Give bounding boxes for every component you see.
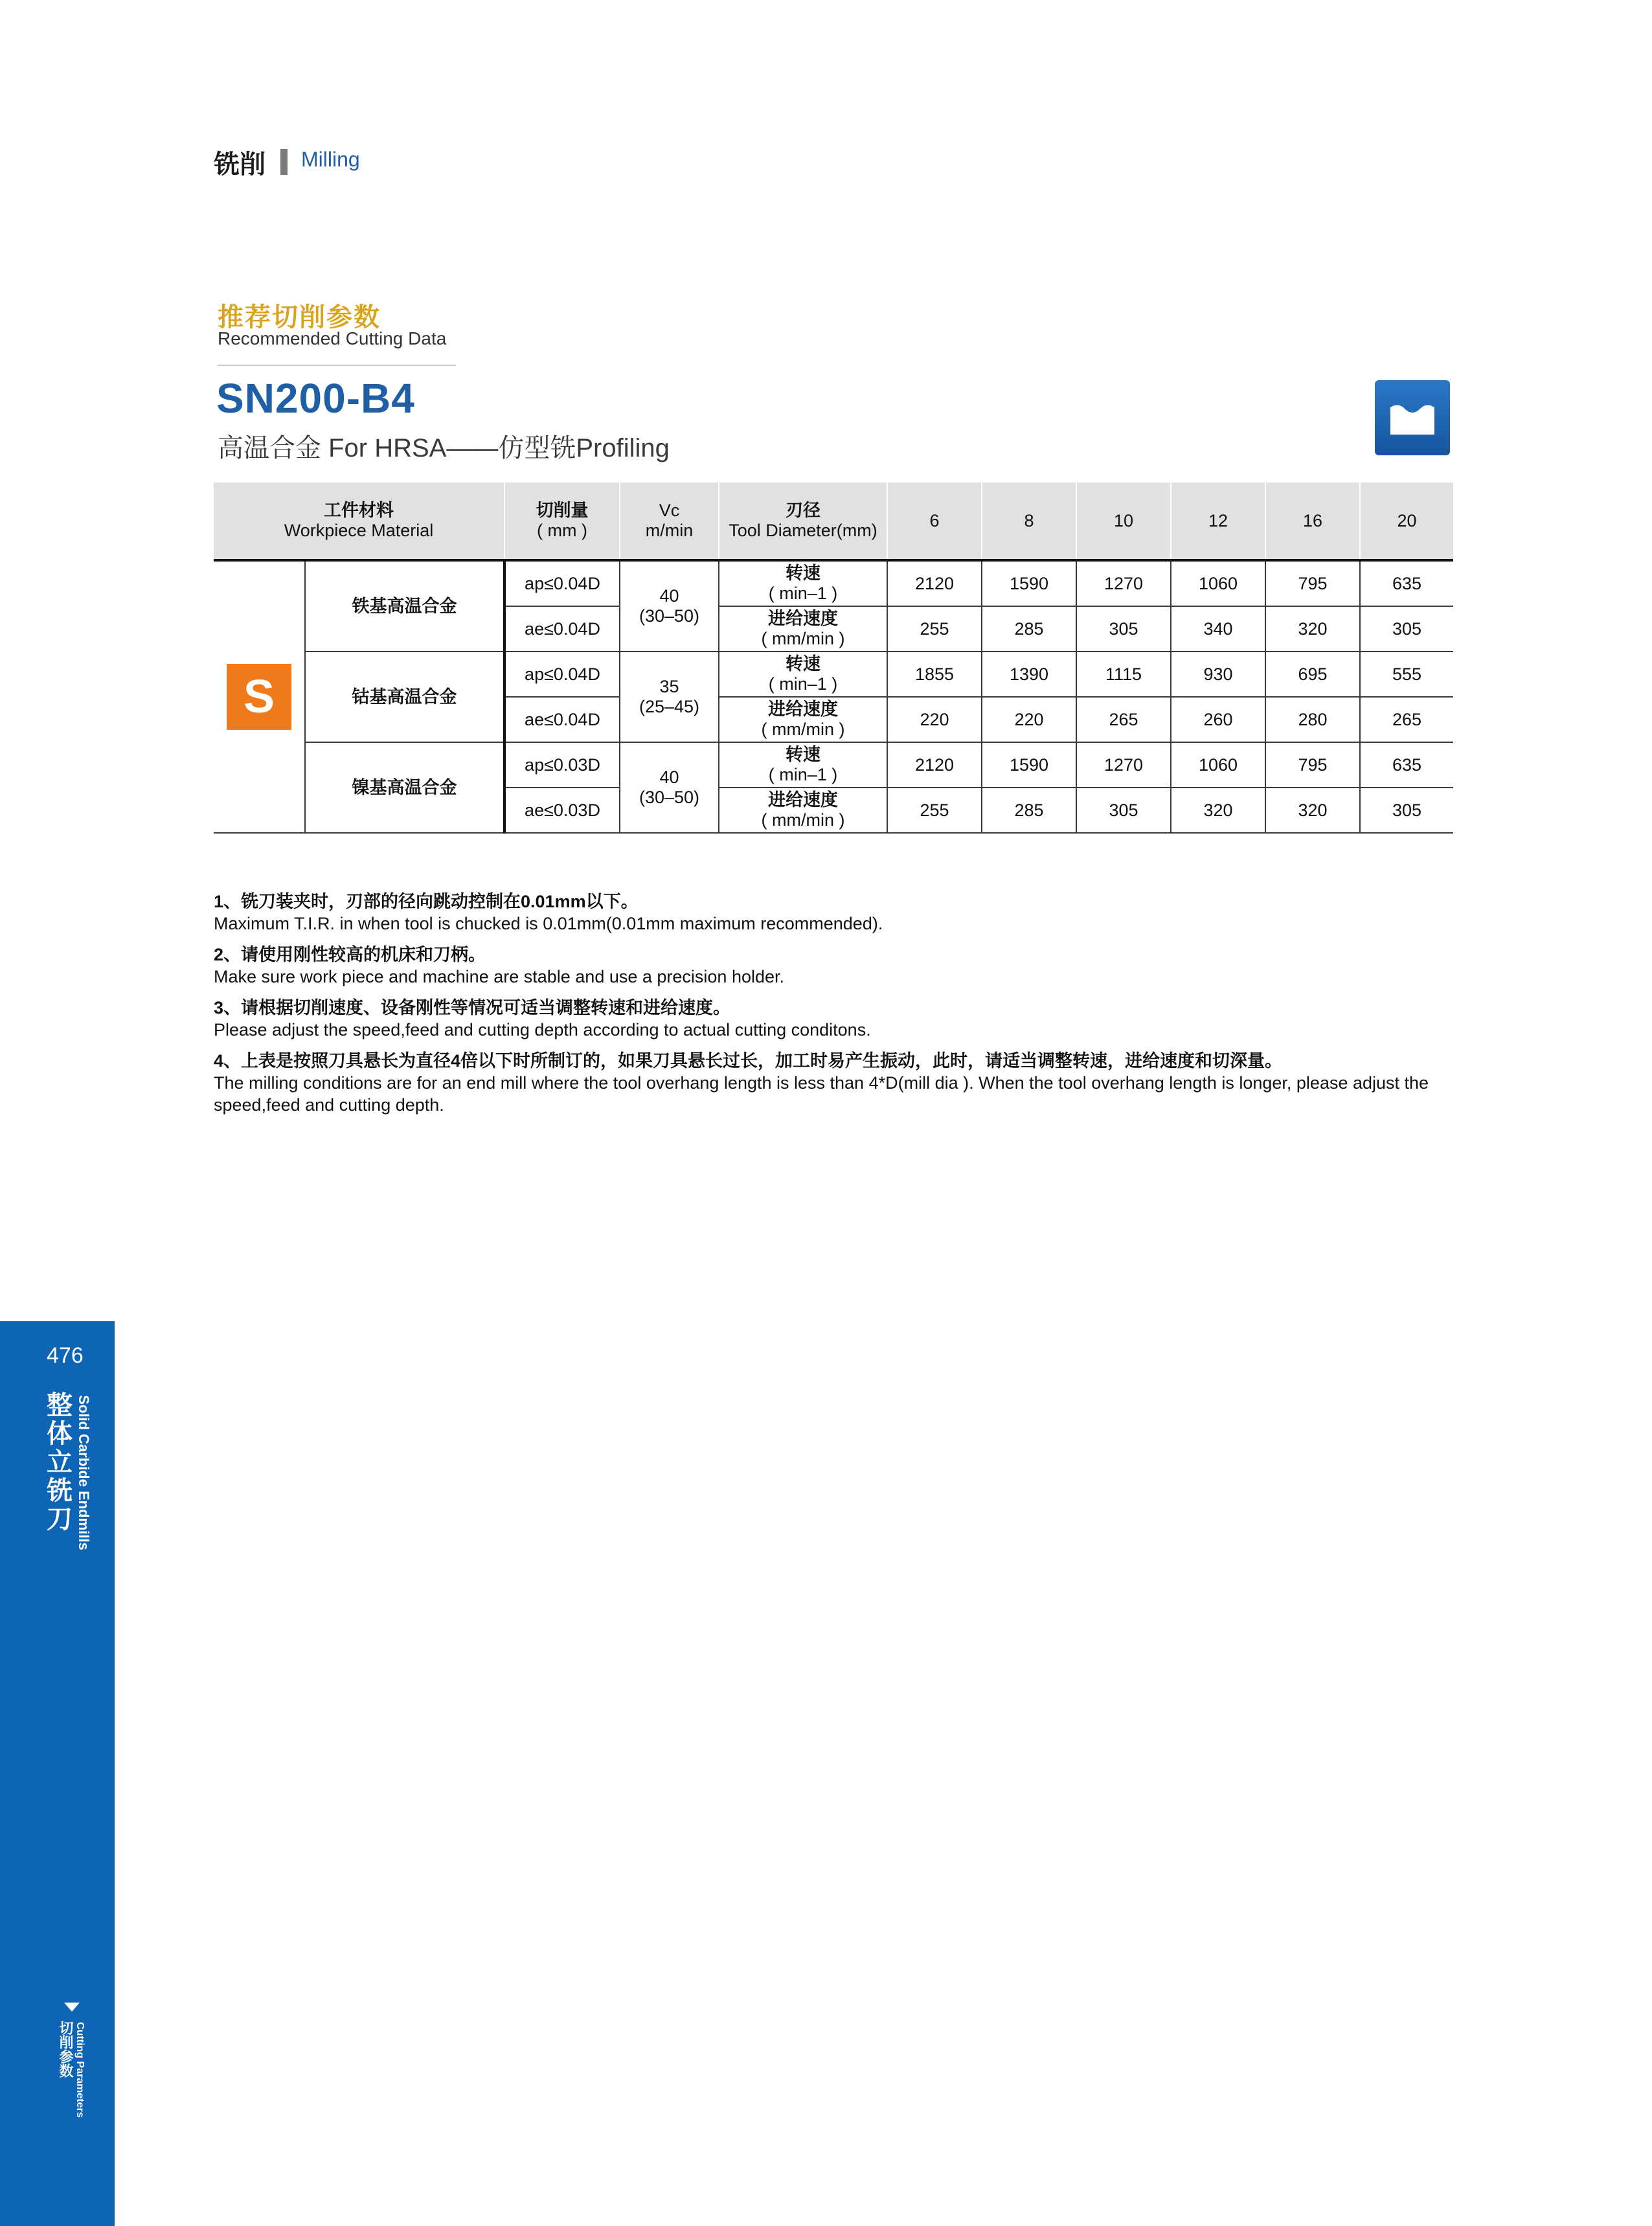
header-diameter: 刃径 Tool Diameter(mm) — [719, 483, 887, 560]
speed-value: 1060 — [1171, 560, 1265, 606]
profiling-shape-icon — [1375, 380, 1450, 455]
chapter-title-en: Solid Carbide Endmills — [76, 1395, 92, 1550]
speed-label: 转速 ( min–1 ) — [719, 742, 887, 788]
feed-value: 320 — [1171, 788, 1265, 833]
feed-value: 305 — [1076, 606, 1171, 652]
section-rule — [218, 365, 456, 366]
speed-value: 1590 — [982, 560, 1076, 606]
speed-value: 555 — [1360, 652, 1453, 697]
table-row — [214, 742, 1453, 788]
speed-value: 2120 — [887, 560, 982, 606]
header-dia-3: 12 — [1171, 483, 1265, 560]
feed-label: 进给速度 ( mm/min ) — [719, 606, 887, 652]
header-dia-4: 16 — [1265, 483, 1360, 560]
speed-value: 1855 — [887, 652, 982, 697]
speed-value: 1270 — [1076, 742, 1171, 788]
feed-value: 265 — [1360, 697, 1453, 742]
header-material: 工件材料 Workpiece Material — [214, 483, 504, 560]
feed-value: 220 — [982, 697, 1076, 742]
material-cell: 钴基高温合金 — [305, 652, 504, 742]
product-subtitle: 高温合金 For HRSA——仿型铣Profiling — [218, 434, 670, 462]
feed-value: 305 — [1360, 788, 1453, 833]
ap-cell: ap≤0.04D — [504, 560, 620, 606]
speed-label: 转速 ( min–1 ) — [719, 560, 887, 606]
note-item: 3、请根据切削速度、设备刚性等情况可适当调整转速和进给速度。 Please adjust the speed,feed and cutting depth according to actual cutting conditons. — [214, 998, 871, 1039]
header-dia-1: 8 — [982, 483, 1076, 560]
section-title-en: Recommended Cutting Data — [218, 328, 447, 348]
material-cell: 铁基高温合金 — [305, 560, 504, 652]
speed-value: 1390 — [982, 652, 1076, 697]
category-badge: S — [227, 664, 291, 730]
material-cell: 镍基高温合金 — [305, 742, 504, 833]
speed-value: 795 — [1265, 742, 1360, 788]
header-category-cn: 铣削 — [214, 150, 266, 179]
section-title-cn: 推荐切削参数 — [218, 303, 381, 332]
product-model: SN200-B4 — [216, 375, 415, 422]
ae-cell: ae≤0.04D — [504, 697, 620, 742]
feed-value: 320 — [1265, 788, 1360, 833]
feed-value: 255 — [887, 606, 982, 652]
speed-value: 1590 — [982, 742, 1076, 788]
ap-cell: ap≤0.03D — [504, 742, 620, 788]
ap-cell: ap≤0.04D — [504, 652, 620, 697]
speed-value: 635 — [1360, 742, 1453, 788]
feed-value: 305 — [1360, 606, 1453, 652]
feed-label: 进给速度 ( mm/min ) — [719, 697, 887, 742]
feed-label: 进给速度 ( mm/min ) — [719, 788, 887, 833]
notes-section — [214, 891, 1453, 1125]
category-cell — [214, 560, 305, 833]
speed-value: 1060 — [1171, 742, 1265, 788]
note-item: 4、上表是按照刀具悬长为直径4倍以下时所制订的，如果刀具悬长过长，加工时易产生振动，此时，请适当调整转速，进给速度和切深量。 The milling conditions are for an end mill where the tool overhang length is less than 4*D(mill dia ). When the tool overhang length is longer, please adjust the speed,feed and cutting depth. — [214, 1051, 1429, 1115]
feed-value: 280 — [1265, 697, 1360, 742]
header-dia-0: 6 — [887, 483, 982, 560]
header-divider — [280, 149, 288, 175]
feed-value: 340 — [1171, 606, 1265, 652]
vc-cell: 40 (30–50) — [620, 560, 719, 652]
chapter-title-cn: 整体立铣刀 — [47, 1391, 73, 1534]
header-vc: Vc m/min — [620, 483, 719, 560]
feed-value: 285 — [982, 606, 1076, 652]
ae-cell: ae≤0.04D — [504, 606, 620, 652]
feed-value: 220 — [887, 697, 982, 742]
note-item: 2、请使用刚性较高的机床和刀柄。 Make sure work piece and machine are stable and use a precision holder. — [214, 945, 785, 986]
ae-cell: ae≤0.03D — [504, 788, 620, 833]
header-dia-5: 20 — [1360, 483, 1453, 560]
page-number: 476 — [47, 1343, 84, 1368]
speed-value: 635 — [1360, 560, 1453, 606]
section-label-cn: 切削参数 — [58, 2021, 74, 2078]
header-category-en: Milling — [301, 148, 360, 171]
speed-value: 2120 — [887, 742, 982, 788]
vc-cell: 40 (30–50) — [620, 742, 719, 833]
speed-value: 695 — [1265, 652, 1360, 697]
feed-value: 255 — [887, 788, 982, 833]
speed-value: 930 — [1171, 652, 1265, 697]
table-row — [214, 560, 1453, 606]
vc-cell: 35 (25–45) — [620, 652, 719, 742]
section-label-en: Cutting Parameters — [74, 2022, 85, 2118]
feed-value: 265 — [1076, 697, 1171, 742]
triangle-down-icon — [64, 2003, 80, 2012]
header-cut-amount: 切削量 ( mm ) — [504, 483, 620, 560]
table-header-row — [214, 483, 1453, 560]
speed-value: 1270 — [1076, 560, 1171, 606]
note-item: 1、铣刀装夹时，刃部的径向跳动控制在0.01mm以下。 Maximum T.I.R. in when tool is chucked is 0.01mm(0.01mm maximum recommended). — [214, 892, 883, 933]
speed-value: 795 — [1265, 560, 1360, 606]
feed-value: 320 — [1265, 606, 1360, 652]
cutting-data-table — [214, 483, 1453, 834]
speed-value: 1115 — [1076, 652, 1171, 697]
feed-value: 305 — [1076, 788, 1171, 833]
table-row — [214, 652, 1453, 697]
header-dia-2: 10 — [1076, 483, 1171, 560]
feed-value: 260 — [1171, 697, 1265, 742]
speed-label: 转速 ( min–1 ) — [719, 652, 887, 697]
feed-value: 285 — [982, 788, 1076, 833]
